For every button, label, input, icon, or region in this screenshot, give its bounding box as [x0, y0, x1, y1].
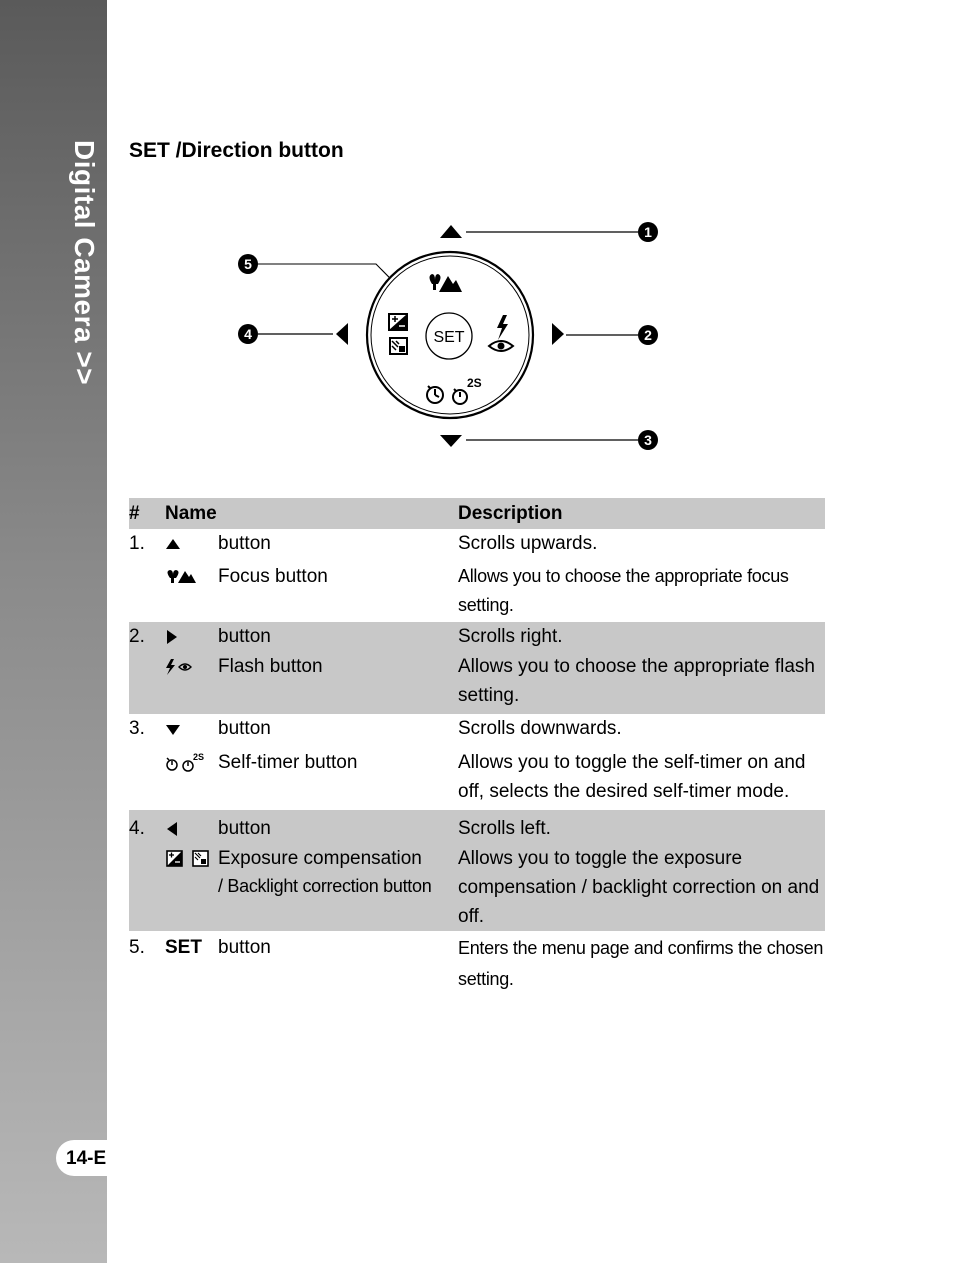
callout-2	[638, 325, 658, 345]
right-triangle-icon	[165, 622, 218, 652]
table-row	[129, 529, 825, 559]
svg-text:3: 3	[644, 432, 652, 448]
row-sub-description: Allows you to choose the appropriate flash setting.	[458, 652, 825, 714]
row-description: Enters the menu page and confirms the chosen setting.	[458, 938, 824, 989]
set-label: SET	[165, 937, 202, 958]
table-row	[129, 622, 825, 652]
row-name: button	[218, 622, 458, 652]
set-direction-diagram	[220, 210, 680, 460]
table-header-row	[129, 498, 825, 529]
row-sub-name-line2: / Backlight correction button	[218, 876, 432, 896]
svg-text:2: 2	[644, 327, 652, 343]
left-arrow-icon	[336, 323, 348, 345]
row-description: Scrolls right.	[458, 622, 825, 652]
down-triangle-icon	[165, 714, 218, 744]
row-sub-description: Allows you to toggle the self-timer on and off, selects the desired self-timer mode.	[458, 752, 806, 802]
svg-text:4: 4	[244, 326, 252, 342]
row-name: button	[218, 810, 458, 844]
table-row	[129, 652, 825, 714]
row-description: Scrolls upwards.	[458, 533, 598, 554]
left-triangle-icon	[165, 810, 218, 844]
flash-redeye-icon	[165, 652, 218, 714]
row-number: 4.	[129, 810, 165, 844]
table-row	[129, 844, 825, 931]
callout-5	[238, 254, 258, 274]
svg-text:5: 5	[244, 256, 252, 272]
table-row	[129, 714, 825, 744]
table-row	[129, 810, 825, 844]
callout-4	[238, 324, 258, 344]
row-description: Scrolls downwards.	[458, 718, 622, 739]
svg-text:1: 1	[644, 224, 652, 240]
down-arrow-icon	[440, 435, 462, 447]
row-sub-name: Focus button	[218, 566, 328, 587]
header-number: #	[129, 498, 165, 529]
row-sub-name: Flash button	[218, 652, 458, 714]
sidebar-title: Digital Camera >>	[69, 140, 100, 386]
row-number: 1.	[129, 533, 145, 554]
self-timer-icon	[165, 744, 218, 810]
table-row	[129, 559, 825, 622]
up-triangle-icon	[165, 529, 218, 559]
callout-3	[638, 430, 658, 450]
row-name: button	[218, 718, 271, 739]
callout-1	[638, 222, 658, 242]
row-sub-name-line1: Exposure compensation	[218, 848, 422, 869]
focus-macro-landscape-icon	[165, 559, 218, 622]
row-description: Scrolls left.	[458, 810, 825, 844]
row-name: button	[218, 533, 271, 554]
row-number: 2.	[129, 622, 165, 652]
exposure-backlight-icon	[165, 844, 218, 931]
table-row	[129, 744, 825, 810]
row-number: 5.	[129, 937, 145, 958]
set-center-label: SET	[433, 329, 465, 346]
row-sub-name: Self-timer button	[218, 752, 358, 773]
exposure-compensation-icon	[389, 314, 407, 330]
header-description: Description	[458, 498, 825, 529]
page-number: 14-E	[66, 1148, 107, 1169]
self-timer-2s-label: 2S	[467, 376, 482, 390]
button-reference-table	[129, 498, 825, 995]
row-sub-name	[218, 844, 458, 931]
header-name: Name	[165, 498, 458, 529]
table-row	[129, 931, 825, 995]
row-sub-description: Allows you to choose the appropriate focus setting.	[458, 566, 789, 615]
row-sub-description: Allows you to toggle the exposure compensation / backlight correction on and off.	[458, 844, 825, 931]
self-timer-2s-text: 2S	[193, 752, 205, 762]
up-arrow-icon	[440, 225, 462, 238]
row-name: button	[218, 937, 271, 958]
right-arrow-icon	[552, 323, 564, 345]
row-number: 3.	[129, 718, 145, 739]
section-title: SET /Direction button	[129, 139, 344, 162]
backlight-correction-icon	[390, 338, 407, 354]
